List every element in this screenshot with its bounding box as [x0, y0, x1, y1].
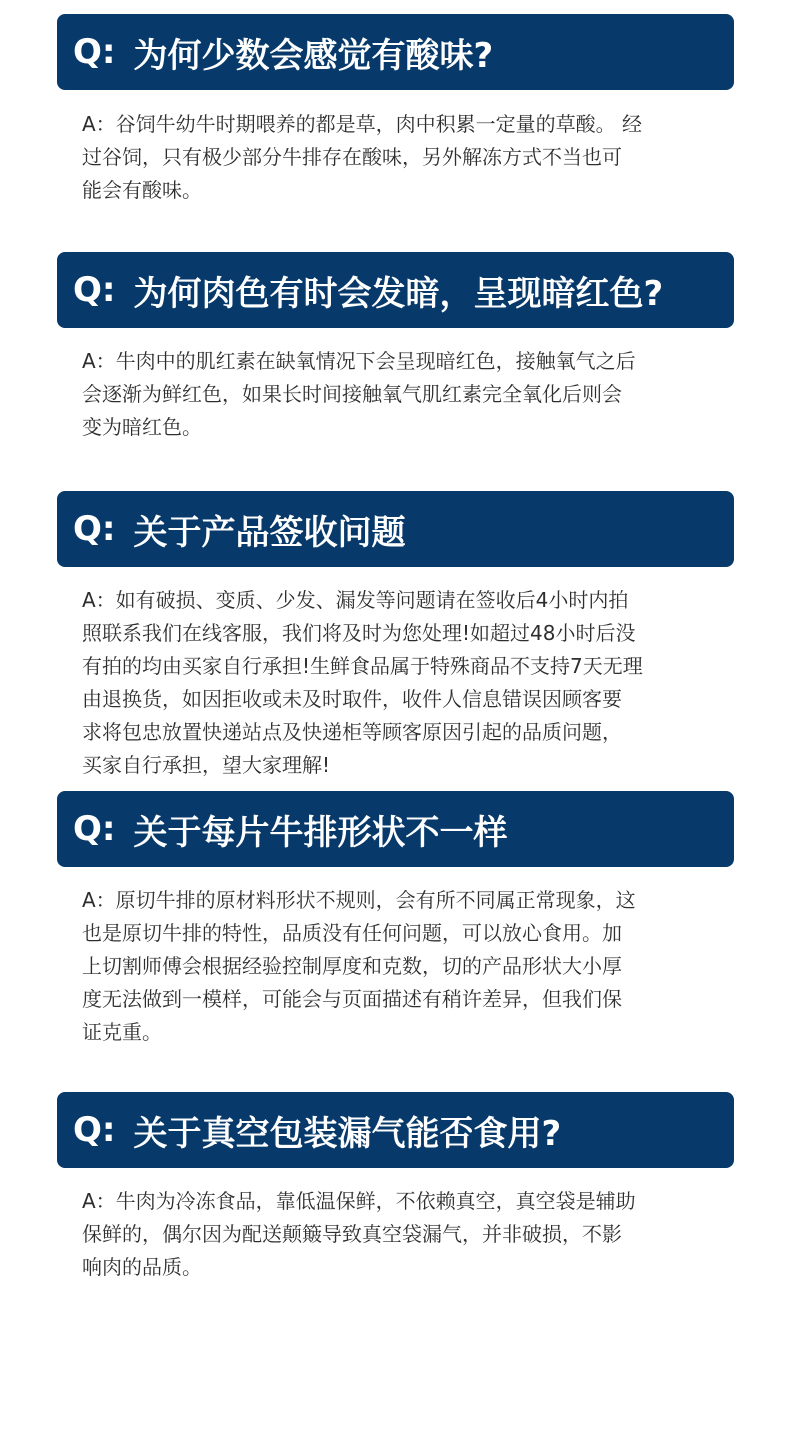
- answer-text: A：牛肉为冷冻食品，靠低温保鲜，不依赖真空，真空袋是辅助 保鲜的，偶尔因为配送颠簸导致真空袋漏气，并非破损，不影 响肉的品质。: [82, 1189, 636, 1279]
- question-text: 为何肉色有时会发暗，呈现暗红色?: [133, 273, 664, 314]
- question-banner: [57, 791, 734, 867]
- question-prefix: Q:: [73, 809, 116, 849]
- question-banner: [57, 1092, 734, 1168]
- question-banner: [57, 14, 734, 90]
- question-text: 关于产品签收问题: [133, 512, 406, 553]
- question-banner: [57, 252, 734, 328]
- question-text: 关于真空包装漏气能否食用?: [133, 1113, 562, 1154]
- answer-text: A：牛肉中的肌红素在缺氧情况下会呈现暗红色，接触氧气之后 会逐渐为鲜红色，如果长时间接触氧气肌红素完全氧化后则会 变为暗红色。: [82, 349, 636, 439]
- question-text: 为何少数会感觉有酸味?: [133, 35, 494, 76]
- question-prefix: Q:: [73, 509, 116, 549]
- question-prefix: Q:: [73, 1110, 116, 1150]
- answer-text: A：如有破损、变质、少发、漏发等问题请在签收后4小时内拍 照联系我们在线客服，我们将及时为您处理!如超过48小时后没 有拍的均由买家自行承担!生鲜食品属于特殊商品不支持7天无理 由退换货，如因拒收或未及时取件，收件人信息错误因顾客要 求将包忠放置快递站点及快递柜等顾客原因引起的品质问题， 买家自行承担，望大家理解!: [82, 588, 643, 777]
- question-text: 关于每片牛排形状不一样: [133, 812, 508, 853]
- answer-text: A：谷饲牛幼牛时期喂养的都是草，肉中积累一定量的草酸。 经 过谷饲，只有极少部分牛排存在酸味，另外解冻方式不当也可 能会有酸味。: [82, 112, 643, 202]
- question-prefix: Q:: [73, 270, 116, 310]
- question-prefix: Q:: [73, 32, 116, 72]
- question-banner: [57, 491, 734, 567]
- answer-text: A：原切牛排的原材料形状不规则，会有所不同属正常现象，这 也是原切牛排的特性，品质没有任何问题，可以放心食用。加 上切割师傅会根据经验控制厚度和克数，切的产品形状大小厚 度无法做到一模样，可能会与页面描述有稍许差异，但我们保 证克重。: [82, 888, 636, 1044]
